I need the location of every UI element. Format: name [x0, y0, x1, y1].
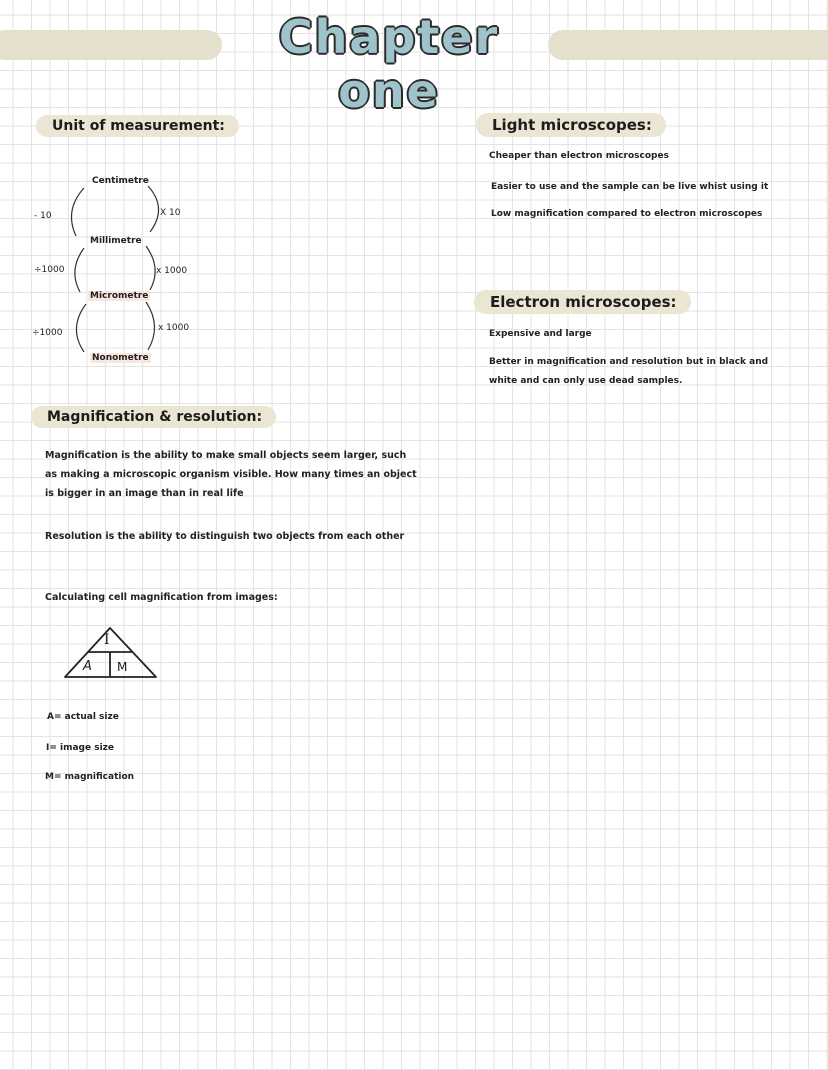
bracket-left-1 [72, 188, 85, 236]
electron-microscopes-heading: Electron microscopes: [474, 290, 691, 314]
right-operation: X 10 [160, 208, 181, 218]
triangle-image-label: I [104, 632, 110, 648]
bracket-left-3 [76, 304, 86, 352]
units-heading: Unit of measurement: [36, 115, 239, 137]
light-point: Cheaper than electron microscopes [489, 151, 669, 161]
legend-item: A= actual size [47, 712, 119, 722]
bracket-right-3 [146, 302, 155, 350]
bracket-right-2 [146, 246, 155, 290]
bracket-left-2 [75, 248, 84, 292]
light-point: Easier to use and the sample can be live whist using it [491, 182, 769, 192]
electron-point: Expensive and large [489, 329, 592, 339]
header-band-right [548, 30, 828, 60]
bracket-right-1 [148, 186, 159, 232]
page-title: Chapter one [278, 10, 500, 118]
triangle-actual-label: A [83, 659, 92, 674]
magnification-definition: Magnification is the ability to make small objects seem larger, such as making a microscopic organism visible. How many times an object is bigger in an image than in real life [45, 450, 417, 499]
right-operation: x 1000 [158, 323, 190, 333]
right-operation: x 1000 [156, 266, 188, 276]
light-microscopes-heading: Light microscopes: [476, 113, 666, 137]
triangle-magnification-label: M [117, 660, 128, 674]
magnification-triangle [0, 0, 1, 1]
left-operation: ÷1000 [32, 328, 63, 338]
left-operation: ÷1000 [34, 265, 65, 275]
electron-point: Better in magnification and resolution but in black and white and can only use dead samples. [489, 357, 769, 386]
light-point: Low magnification compared to electron microscopes [491, 209, 763, 219]
left-operation: - 10 [34, 211, 52, 221]
legend-item: I= image size [46, 743, 115, 753]
legend-item: M= magnification [45, 772, 135, 782]
resolution-definition: Resolution is the ability to distinguish two objects from each other [45, 531, 405, 542]
unit-item: Millimetre [90, 236, 142, 246]
header-band-left [0, 30, 222, 60]
calculation-heading: Calculating cell magnification from images: [45, 592, 278, 603]
unit-item: Centimetre [92, 176, 149, 186]
magnification-resolution-heading: Magnification & resolution: [31, 406, 276, 428]
unit-item: Nonometre [92, 353, 149, 363]
unit-item: Micrometre [90, 291, 149, 301]
